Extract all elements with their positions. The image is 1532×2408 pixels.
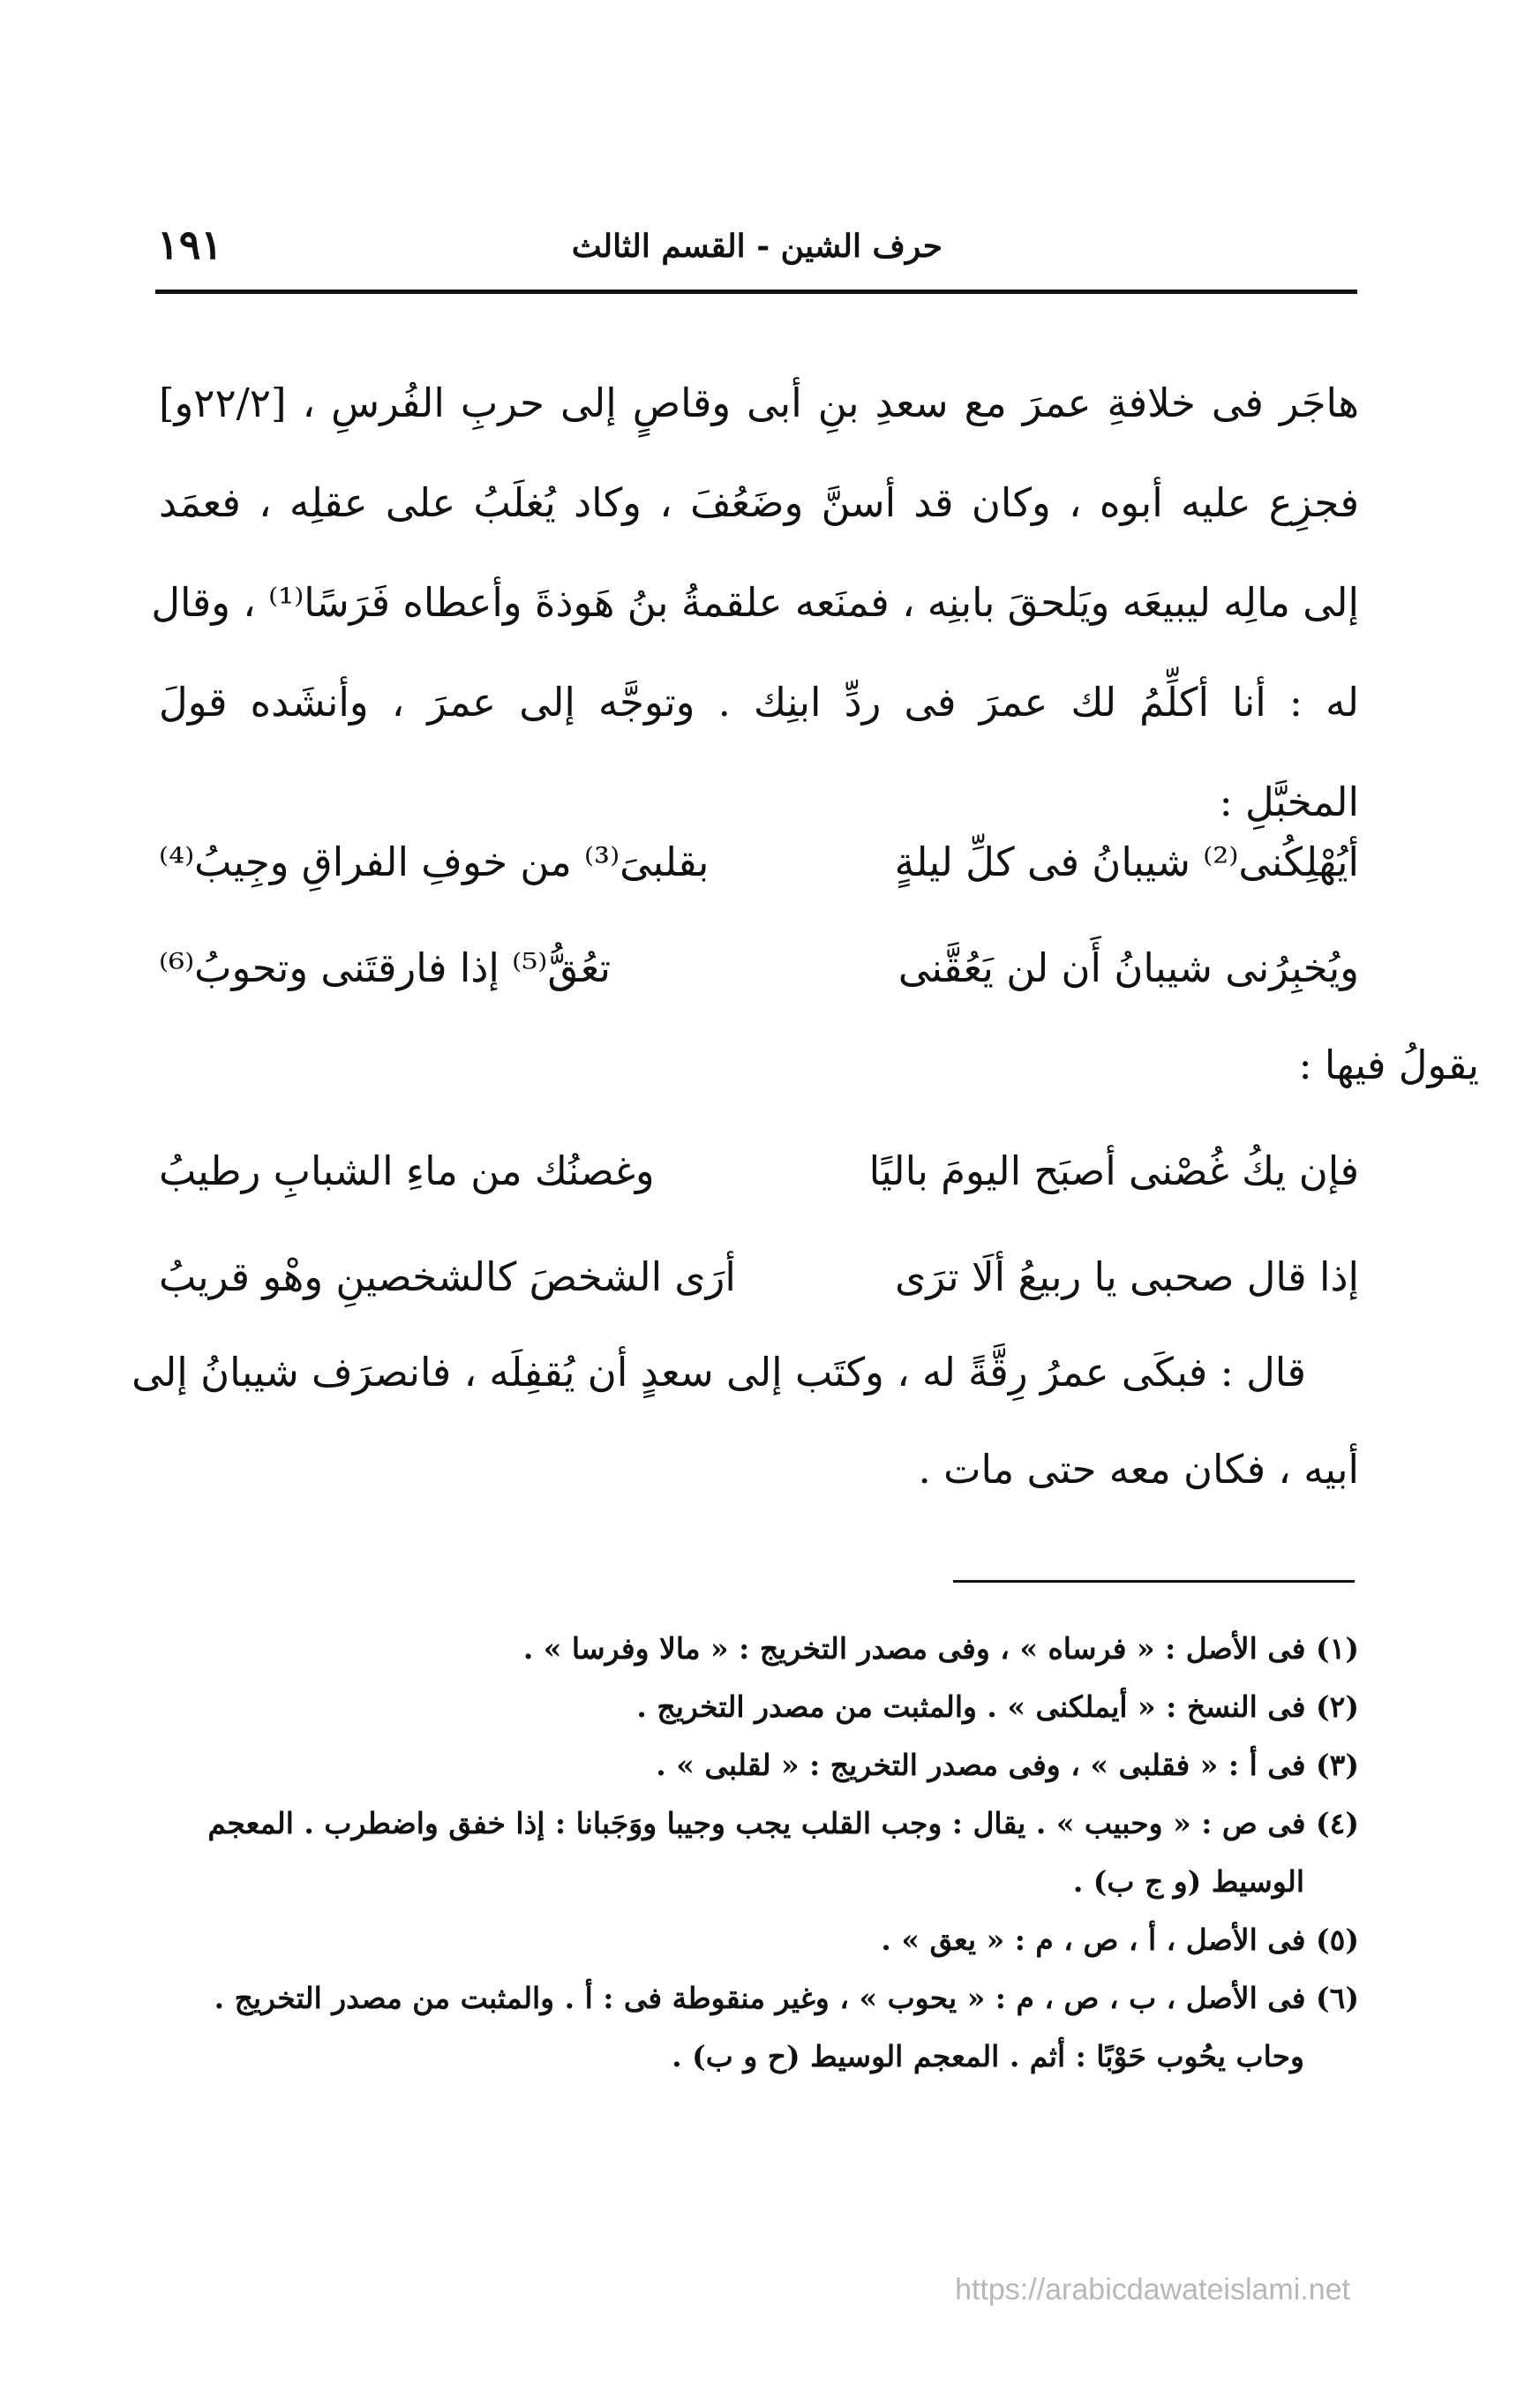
verse-second-hemistich: تعُقُّ⁽⁵⁾ إذا فارقتَنى وتحوبُ⁽⁶⁾ — [159, 944, 612, 991]
footnote: (٦) فى الأصل ، ب ، ص ، م : « يحوب » ، وغير منقوطة فى : أ . والمثبت من مصدر التخريج . — [214, 1981, 1359, 2015]
verse — [159, 1130, 1359, 1236]
verse — [159, 821, 1359, 927]
body-line: له : أنا أكلِّمُ لك عمرَ فى ردِّ ابنِك . وتوجَّه إلى عمرَ ، وأنشَده قولَ — [159, 679, 1359, 726]
verse-second-hemistich: بقلبىَ⁽³⁾ من خوفِ الفراقِ وجِيبُ⁽⁴⁾ — [159, 839, 710, 885]
footnote-rule — [953, 1580, 1355, 1583]
verse-second-hemistich: وغصنُك من ماءِ الشبابِ رطيبُ — [159, 1148, 655, 1194]
footnote: (٤) فى ص : « وحبيب » . يقال : وجب القلب يجب وجيبا ووَجَبانا : إذا خفق واضطرب . المعجم — [207, 1806, 1359, 1840]
verse-first-hemistich: إذا قال صحبى يا ربيعُ ألَا ترَى — [895, 1253, 1359, 1300]
poem-block-2 — [159, 1130, 1359, 1342]
page-number: ١٩١ — [157, 221, 223, 268]
closing-paragraph — [131, 1324, 1359, 1518]
footnote: (٥) فى الأصل ، أ ، ص ، م : « يعق » . — [881, 1923, 1359, 1957]
body-line: إلى مالِه ليبيعَه ويَلحقَ بابنِه ، فمنَعه علقمةُ بنُ هَوذةَ وأعطاه فَرَسًا⁽¹⁾ ، وقال — [151, 579, 1359, 626]
body-line: فجزِع عليه أبوه ، وكان قد أسنَّ وضَعُفَ ، وكاد يُغلَبُ على عقلِه ، فعمَد — [159, 479, 1359, 526]
body-paragraph — [151, 353, 1359, 852]
poem-block-1 — [159, 821, 1359, 1033]
footnote: (٢) فى النسخ : « أيملكنى » . والمثبت من مصدر التخريج . — [636, 1689, 1359, 1724]
verse-first-hemistich: ويُخبِرُنى شيبانُ أَن لن يَعُقَّنى — [897, 944, 1359, 991]
footnote: (٣) فى أ : « فقلبى » ، وفى مصدر التخريج : « لقلبى » . — [656, 1748, 1359, 1782]
running-title: حرف الشين - القسم الثالث — [571, 228, 942, 265]
watermark-url: https://arabicdawateislami.net — [955, 2273, 1350, 2306]
verse-second-hemistich: أرَى الشخصَ كالشخصينِ وهْو قريبُ — [159, 1253, 736, 1300]
footnote-continuation: الوسيط (و ج ب) . — [1072, 1864, 1304, 1899]
page-header — [157, 221, 1357, 282]
footnote-continuation: وحاب يحُوب حَوْبًا : أثم . المعجم الوسيط (ح و ب) . — [672, 2039, 1304, 2073]
verse-first-hemistich: أيُهْلِكُنى⁽²⁾ شيبانُ فى كلِّ ليلةٍ — [894, 839, 1359, 885]
verse-intro: يقولُ فيها : — [1298, 1042, 1479, 1088]
body-line: هاجَر فى خلافةِ عمرَ مع سعدِ بنِ أبى وقاصٍ إلى حربِ الفُرسِ ، [٢٢/٢و] — [159, 380, 1359, 426]
footnotes — [159, 1620, 1359, 2086]
body-line: المخبَّلِ : — [1219, 779, 1359, 825]
header-rule — [155, 290, 1357, 294]
footnote: (١) فى الأصل : « فرساه » ، وفى مصدر التخريج : « مالا وفرسا » . — [522, 1631, 1359, 1666]
verse — [159, 927, 1359, 1033]
body-line: أبيه ، فكان معه حتى مات . — [918, 1446, 1359, 1493]
verse-first-hemistich: فإن يكُ غُصْنى أصبَح اليومَ باليًا — [868, 1148, 1359, 1194]
body-line: قال : فبكَى عمرُ رِقَّةً له ، وكتَب إلى سعدٍ أن يُقفِلَه ، فانصرَف شيبانُ إلى — [131, 1349, 1306, 1396]
